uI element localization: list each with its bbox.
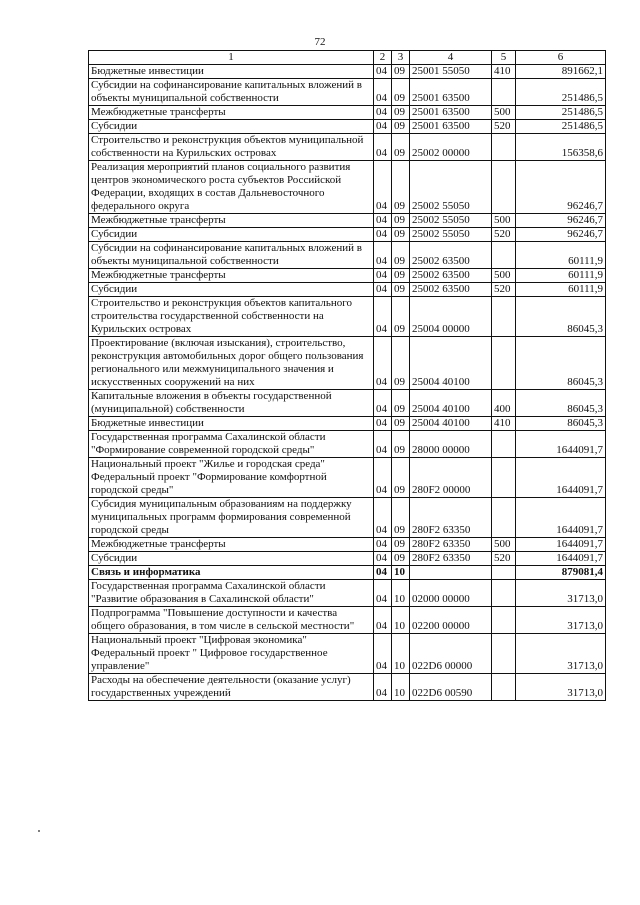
table-row — [89, 283, 606, 297]
table-row — [89, 498, 606, 538]
row-code-c4: 25004 00000 — [410, 297, 492, 337]
table-row — [89, 242, 606, 269]
row-code-c3: 10 — [392, 566, 410, 580]
row-code-c3: 09 — [392, 390, 410, 417]
row-amount: 251486,5 — [516, 79, 606, 106]
row-code-c4: 25002 63500 — [410, 242, 492, 269]
row-amount: 96246,7 — [516, 161, 606, 214]
row-code-c2: 04 — [374, 458, 392, 498]
table-row — [89, 417, 606, 431]
row-code-c5 — [492, 674, 516, 701]
row-amount: 31713,0 — [516, 634, 606, 674]
row-code-c3: 09 — [392, 417, 410, 431]
row-name: Бюджетные инвестиции — [89, 65, 374, 79]
row-code-c3: 09 — [392, 120, 410, 134]
row-code-c3: 09 — [392, 79, 410, 106]
row-code-c5: 410 — [492, 417, 516, 431]
row-code-c2: 04 — [374, 214, 392, 228]
row-amount: 86045,3 — [516, 337, 606, 390]
row-amount: 60111,9 — [516, 269, 606, 283]
row-code-c2: 04 — [374, 674, 392, 701]
header-col-6: 6 — [516, 51, 606, 65]
row-name: Связь и информатика — [89, 566, 374, 580]
row-code-c4: 022D6 00000 — [410, 634, 492, 674]
row-code-c5 — [492, 242, 516, 269]
row-code-c5 — [492, 297, 516, 337]
row-code-c3: 09 — [392, 552, 410, 566]
row-code-c2: 04 — [374, 79, 392, 106]
table-row — [89, 120, 606, 134]
row-code-c5 — [492, 566, 516, 580]
row-code-c5: 400 — [492, 390, 516, 417]
row-name: Государственная программа Сахалинской области "Формирование современной городской среды" — [89, 431, 374, 458]
table-row — [89, 580, 606, 607]
row-code-c3: 10 — [392, 607, 410, 634]
row-name: Межбюджетные трансферты — [89, 269, 374, 283]
row-code-c4: 25001 55050 — [410, 65, 492, 79]
table-row — [89, 431, 606, 458]
row-code-c3: 09 — [392, 161, 410, 214]
table-row — [89, 214, 606, 228]
row-name: Строительство и реконструкция объектов муниципальной собственности на Курильских островах — [89, 134, 374, 161]
table-row — [89, 134, 606, 161]
table-row — [89, 79, 606, 106]
table-row — [89, 538, 606, 552]
row-name: Субсидии — [89, 228, 374, 242]
row-code-c4: 25002 55050 — [410, 214, 492, 228]
row-code-c2: 04 — [374, 297, 392, 337]
table-row — [89, 269, 606, 283]
row-amount: 879081,4 — [516, 566, 606, 580]
row-code-c3: 09 — [392, 228, 410, 242]
row-code-c2: 04 — [374, 337, 392, 390]
row-code-c5 — [492, 607, 516, 634]
row-code-c4: 25002 55050 — [410, 228, 492, 242]
row-code-c3: 09 — [392, 214, 410, 228]
row-code-c2: 04 — [374, 634, 392, 674]
row-code-c3: 09 — [392, 498, 410, 538]
row-amount: 1644091,7 — [516, 498, 606, 538]
row-amount: 31713,0 — [516, 674, 606, 701]
row-amount: 1644091,7 — [516, 538, 606, 552]
row-code-c2: 04 — [374, 498, 392, 538]
row-amount: 96246,7 — [516, 214, 606, 228]
row-code-c5: 520 — [492, 120, 516, 134]
row-code-c5: 410 — [492, 65, 516, 79]
row-code-c4: 28000 00000 — [410, 431, 492, 458]
table-row — [89, 228, 606, 242]
row-code-c2: 04 — [374, 607, 392, 634]
row-amount: 1644091,7 — [516, 431, 606, 458]
row-code-c2: 04 — [374, 390, 392, 417]
row-name: Субсидии — [89, 552, 374, 566]
row-amount: 1644091,7 — [516, 458, 606, 498]
row-code-c4: 25004 40100 — [410, 417, 492, 431]
row-code-c2: 04 — [374, 228, 392, 242]
row-code-c3: 10 — [392, 580, 410, 607]
table-row — [89, 566, 606, 580]
row-amount: 156358,6 — [516, 134, 606, 161]
row-name: Реализация мероприятий планов социального развития центров экономического роста субъектов Российской Федерации, входящих в состав Дальневосточного федерального округа — [89, 161, 374, 214]
row-code-c4: 25001 63500 — [410, 120, 492, 134]
row-code-c4: 280F2 63350 — [410, 538, 492, 552]
row-name: Межбюджетные трансферты — [89, 106, 374, 120]
table-row — [89, 65, 606, 79]
row-code-c3: 10 — [392, 674, 410, 701]
row-amount: 891662,1 — [516, 65, 606, 79]
row-code-c5 — [492, 79, 516, 106]
row-code-c3: 09 — [392, 538, 410, 552]
row-code-c3: 09 — [392, 269, 410, 283]
row-code-c4: 022D6 00590 — [410, 674, 492, 701]
row-name: Бюджетные инвестиции — [89, 417, 374, 431]
row-code-c2: 04 — [374, 106, 392, 120]
row-code-c4: 02200 00000 — [410, 607, 492, 634]
row-code-c2: 04 — [374, 417, 392, 431]
row-code-c5 — [492, 458, 516, 498]
row-code-c2: 04 — [374, 283, 392, 297]
header-col-4: 4 — [410, 51, 492, 65]
row-code-c4: 25002 63500 — [410, 269, 492, 283]
row-code-c5: 500 — [492, 269, 516, 283]
row-amount: 251486,5 — [516, 120, 606, 134]
header-col-5: 5 — [492, 51, 516, 65]
row-amount: 60111,9 — [516, 283, 606, 297]
row-amount: 31713,0 — [516, 580, 606, 607]
row-code-c2: 04 — [374, 161, 392, 214]
row-code-c5: 500 — [492, 106, 516, 120]
row-code-c2: 04 — [374, 242, 392, 269]
table-row — [89, 390, 606, 417]
row-code-c2: 04 — [374, 538, 392, 552]
table-row — [89, 607, 606, 634]
row-code-c2: 04 — [374, 65, 392, 79]
row-code-c2: 04 — [374, 120, 392, 134]
row-code-c5 — [492, 580, 516, 607]
row-name: Субсидии на софинансирование капитальных вложений в объекты муниципальной собственности — [89, 242, 374, 269]
row-code-c4: 25002 55050 — [410, 161, 492, 214]
row-code-c4: 25002 00000 — [410, 134, 492, 161]
budget-table — [88, 50, 606, 701]
table-row — [89, 161, 606, 214]
row-name: Подпрограмма "Повышение доступности и качества общего образования, в том числе в сельской местности" — [89, 607, 374, 634]
row-name: Проектирование (включая изыскания), строительство, реконструкция автомобильных дорог общего пользования регионального или межмуниципального значения и искусственных сооружений на них — [89, 337, 374, 390]
row-code-c4: 25004 40100 — [410, 337, 492, 390]
table-row — [89, 297, 606, 337]
table-row — [89, 106, 606, 120]
row-name: Национальный проект "Жилье и городская среда" Федеральный проект "Формирование комфортной городской среды" — [89, 458, 374, 498]
row-code-c5 — [492, 161, 516, 214]
row-code-c2: 04 — [374, 134, 392, 161]
row-code-c2: 04 — [374, 431, 392, 458]
scan-speck — [38, 830, 40, 832]
row-code-c3: 09 — [392, 337, 410, 390]
row-name: Межбюджетные трансферты — [89, 214, 374, 228]
row-amount: 60111,9 — [516, 242, 606, 269]
table-row — [89, 458, 606, 498]
row-code-c4: 280F2 63350 — [410, 498, 492, 538]
row-code-c5: 520 — [492, 283, 516, 297]
row-code-c2: 04 — [374, 566, 392, 580]
row-name: Субсидии на софинансирование капитальных вложений в объекты муниципальной собственности — [89, 79, 374, 106]
header-col-3: 3 — [392, 51, 410, 65]
row-amount: 1644091,7 — [516, 552, 606, 566]
row-amount: 86045,3 — [516, 390, 606, 417]
row-code-c3: 09 — [392, 283, 410, 297]
row-name: Капитальные вложения в объекты государственной (муниципальной) собственности — [89, 390, 374, 417]
row-code-c4: 25002 63500 — [410, 283, 492, 297]
row-code-c5: 520 — [492, 552, 516, 566]
row-code-c3: 09 — [392, 242, 410, 269]
page-number: 72 — [314, 36, 326, 48]
row-code-c5 — [492, 337, 516, 390]
table-row — [89, 634, 606, 674]
row-code-c5: 500 — [492, 214, 516, 228]
row-code-c5 — [492, 431, 516, 458]
row-code-c3: 09 — [392, 134, 410, 161]
row-code-c2: 04 — [374, 269, 392, 283]
row-name: Строительство и реконструкция объектов капитального строительства государственной собственности на Курильских островах — [89, 297, 374, 337]
row-name: Субсидии — [89, 120, 374, 134]
row-code-c3: 09 — [392, 106, 410, 120]
row-code-c5 — [492, 134, 516, 161]
header-col-1: 1 — [89, 51, 374, 65]
row-code-c3: 09 — [392, 458, 410, 498]
row-amount: 86045,3 — [516, 297, 606, 337]
row-code-c5: 500 — [492, 538, 516, 552]
table-body — [89, 65, 606, 701]
row-code-c4: 25001 63500 — [410, 106, 492, 120]
row-amount: 251486,5 — [516, 106, 606, 120]
row-code-c4: 02000 00000 — [410, 580, 492, 607]
row-name: Межбюджетные трансферты — [89, 538, 374, 552]
row-code-c3: 09 — [392, 431, 410, 458]
row-code-c4 — [410, 566, 492, 580]
row-name: Расходы на обеспечение деятельности (оказание услуг) государственных учреждений — [89, 674, 374, 701]
row-code-c5: 520 — [492, 228, 516, 242]
row-code-c4: 280F2 63350 — [410, 552, 492, 566]
row-code-c5 — [492, 498, 516, 538]
row-code-c4: 25004 40100 — [410, 390, 492, 417]
row-code-c3: 10 — [392, 634, 410, 674]
row-amount: 86045,3 — [516, 417, 606, 431]
row-name: Государственная программа Сахалинской области "Развитие образования в Сахалинской области" — [89, 580, 374, 607]
row-code-c3: 09 — [392, 297, 410, 337]
row-name: Субсидия муниципальным образованиям на поддержку муниципальных программ формирования современной городской среды — [89, 498, 374, 538]
table-row — [89, 674, 606, 701]
table-row — [89, 337, 606, 390]
table-row — [89, 552, 606, 566]
row-amount: 96246,7 — [516, 228, 606, 242]
row-code-c3: 09 — [392, 65, 410, 79]
row-code-c4: 280F2 00000 — [410, 458, 492, 498]
row-code-c4: 25001 63500 — [410, 79, 492, 106]
row-code-c2: 04 — [374, 580, 392, 607]
row-code-c5 — [492, 634, 516, 674]
row-name: Национальный проект "Цифровая экономика" Федеральный проект " Цифровое государственное управление" — [89, 634, 374, 674]
header-row — [89, 51, 606, 65]
row-name: Субсидии — [89, 283, 374, 297]
row-code-c2: 04 — [374, 552, 392, 566]
header-col-2: 2 — [374, 51, 392, 65]
row-amount: 31713,0 — [516, 607, 606, 634]
